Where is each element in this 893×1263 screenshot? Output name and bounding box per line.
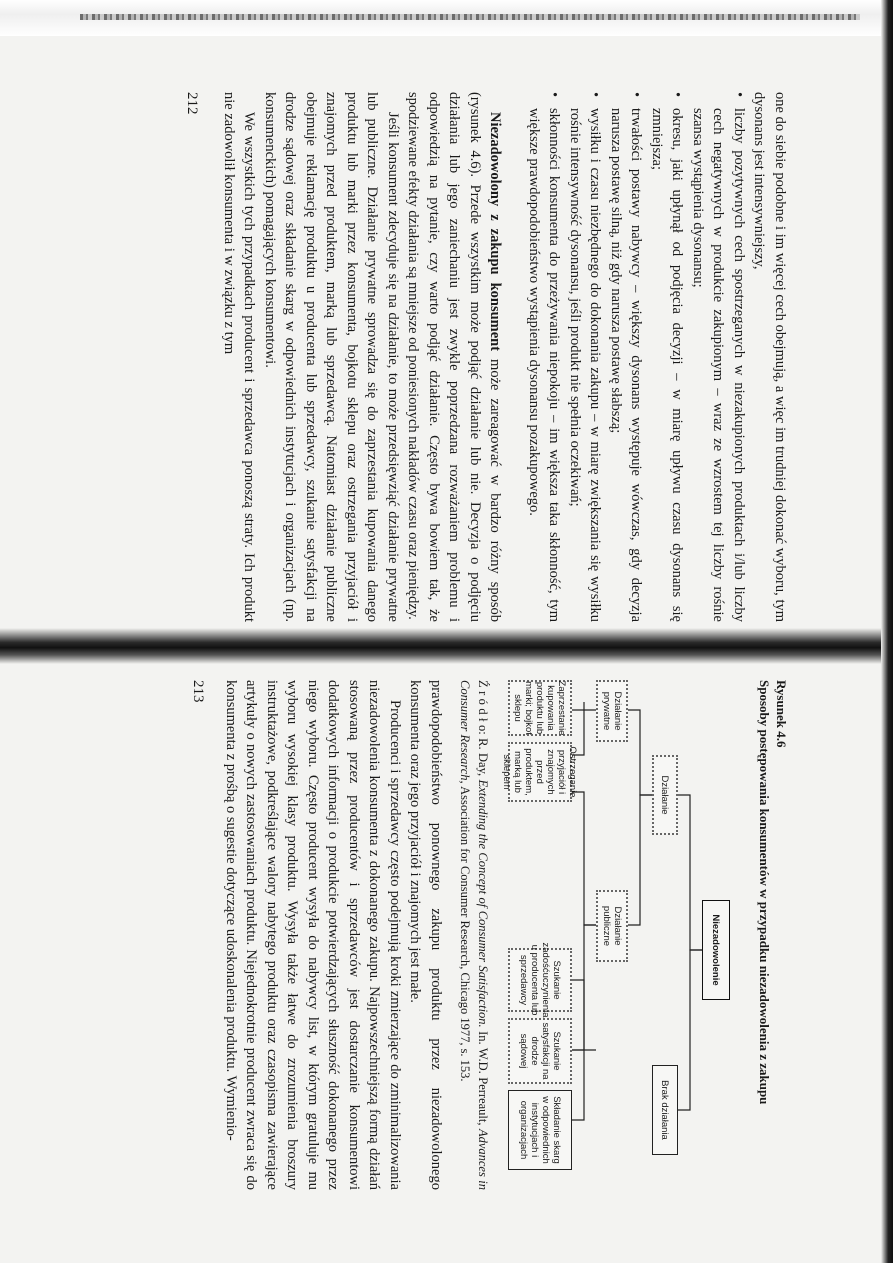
source-title: Extending the Concept of Consumer Satisfaction. — [476, 779, 490, 1028]
list-item: • trwałości postawy nabywcy – większy dysonans występuje wówczas, gdy decyzja narusza postawę silną, niż gdy narusza postawę słabszą; — [606, 108, 647, 622]
list-item: • skłonności konsumenta do przeżywania niepokoju – im większa taka skłonność, tym większe prawdopodobieństwo wystąpienia dysonansu pozakupowego. — [524, 108, 565, 622]
box-public: Działanie publiczne — [596, 890, 628, 962]
scan-top-edge — [0, 0, 893, 36]
continuation-text: one do siebie podobne i im więcej cech obejmują, a więc im trudniej dokonać wyboru, tym dysonans jest intensywniejszy, — [751, 92, 788, 622]
box-no-action: Brak działania — [652, 1065, 678, 1155]
list-item: • liczby pozytywnych cech spostrzeganych w niezakupionych produktach i/lub liczby cech negatywnych w produkcie zakupionym – wraz ze wzrostem tej liczby rośnie szansa wystąpienia dysonansu; — [688, 108, 750, 622]
list-item: • wysiłku i czasu niezbędnego do dokonania zakupu – w miarę zwiększania się wysiłku rośnie intensywność dysonansu, jeśli produkt nie spełnia oczekiwań; — [565, 108, 606, 622]
scan-right-edge — [881, 0, 893, 1263]
paragraph: We wszystkich tych przypadkach producent i sprzedawca ponoszą straty. Ich produkt nie zadowolił konsumenta i w związku z tym — [221, 92, 258, 622]
bold-term: Niezadowolony z zakupu konsument — [487, 112, 504, 352]
page-213 — [0, 680, 790, 1190]
paragraph: prawdopodobieństwo ponownego zakupu produktu przez niezadowolonego konsumenta oraz jego przyjaciół i znajomych jest małe. — [407, 680, 444, 1190]
figure-label: Rysunek 4.6 — [774, 680, 789, 748]
figure-caption — [756, 680, 790, 1190]
box-leaf-4: Szukanie satysfakcji na drodze sądowej — [508, 1018, 572, 1084]
box-leaf-2: Ostrzeganie przyjaciół i znajomych przed produktem, marką lub sklepem — [508, 742, 572, 802]
paragraph-text: może zareagować w bardzo różny sposób (rysunek 4.6). Przede wszystkim może podjąć działanie lub nie. Decyzja o podjęciu działania lub jego zaniechaniu jest zwykle poprzedzana rozważaniem problemu i odpowiedzią na pytanie, czy warto podjąć działanie. Często bywa bowiem tak, że spodziewane efekty działania są mniejsze od poniesionych nakładów czasu oraz pieniędzy. — [405, 92, 504, 623]
book-gutter — [0, 628, 893, 664]
page-212 — [20, 92, 790, 622]
box-leaf-3: Szukanie zadośćuczynienia u producenta lub sprzedawcy — [508, 948, 572, 1012]
box-leaf-1: Zaprzestanie kupowania produktu lub marki; bojkot sklepu — [508, 680, 572, 736]
box-private: Działanie prywatne — [596, 680, 628, 742]
source-lead: Ź r ó d ł o: R. Day, — [476, 680, 490, 780]
factor-list — [524, 92, 750, 622]
paragraph: Producenci i sprzedawcy często podejmują kroki zmierzające do zminimalizowania niezadowolenia konsumenta z dokonanego zakupu. Najpowszechniejszą formą działań stosowaną przez producentów i sprzedawców jest dostarczanie konsumentowi dodatkowych informacji o produkcie potwierdzających słuszność dokonanego przez niego wyboru. Często producent wysyła do nabywcy list, w którym gratuluje mu wyboru wysokiej klasy produktu. Wysyła także łatwe do zrozumienia broszury instruktażowe, podkreślające walory nabytego produktu oraz czasopisma zawierające artykuły o nowych zastosowaniach produktu. Niejednokrotnie producent zwraca się do konsumenta z prośbą o sugestie dotyczące udoskonalenia produktu. Wymienio- — [223, 680, 403, 1190]
source-journal: Advances in Consumer Research, — [458, 680, 490, 1190]
box-action: Działanie — [652, 755, 678, 835]
box-leaf-5: Składanie skarg w odpowiednich instytucjach i organizacjach — [508, 1090, 572, 1170]
box-root: Niezadowolenie — [702, 900, 730, 1000]
scan-noise — [80, 14, 860, 20]
paragraph — [403, 92, 506, 622]
figure-source — [456, 680, 492, 1190]
source-tail: Association for Consumer Research, Chicago 1977, s. 153. — [458, 783, 472, 1082]
source-mid: In. W.D. Perreault, — [476, 1027, 490, 1129]
page-number: 213 — [190, 680, 207, 703]
dissatisfaction-diagram — [502, 680, 742, 1190]
page-number: 212 — [184, 92, 201, 115]
figure-title: Sposoby postępowania konsumentów w przypadku niezadowolenia z zakupu — [757, 680, 772, 1105]
list-item: • okresu, jaki upłynął od podjęcia decyzji – w miarę upływu czasu dysonans się zmniejsza; — [647, 108, 688, 622]
paragraph: Jeśli konsument zdecyduje się na działanie, to może przedsięwziąć działanie prywatne lub publiczne. Działanie prywatne sprowadza się do zaprzestania kupowania danego produktu lub marki przez konsumenta, bojkotu sklepu oraz ostrzegania przyjaciół i znajomych przed produktem, marką lub sprzedawcą. Natomiast działanie publiczne obejmuje reklamację produktu u producenta lub sprzedawcy, szukanie satysfakcji na drodze sądowej oraz składanie skarg w odpowiednich instytucjach i organizacjach (np. konsumenckich) pomagających konsumentowi. — [262, 92, 401, 622]
